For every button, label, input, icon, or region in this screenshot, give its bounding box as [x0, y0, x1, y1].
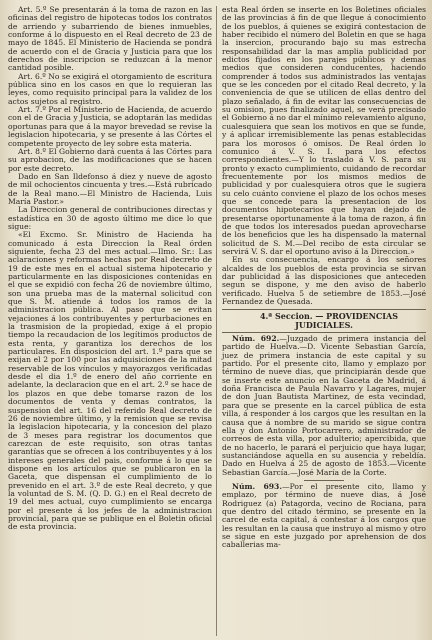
article-7: Art. 7.º Por el Ministerio de Hacienda, de acuerdo con el de Gracia y Justicia, se adoptarán las medidas oportunas para que á la mayor brevedad se revise la legislacion hipotecaria, y se presente á las Córtes el competente proyecto de ley sobre esta materia. [8, 105, 212, 148]
section-divider [222, 309, 426, 310]
notice-693 [222, 483, 426, 550]
left-column [8, 6, 217, 636]
columns [8, 6, 426, 636]
right-column [217, 6, 426, 636]
notice-number: Núm. 692. [232, 334, 280, 344]
article-8: Art. 8.º El Gobierno dará cuenta á las Córtes para su aprobacion, de las modificaciones que se hacen por este decreto. [8, 146, 212, 173]
real-orden-continuation: esta Real órden se inserte en los Boletines oficiales de las provincias á fin de que llegue á conocimiento de los pueblos, á quienes se exigirá contestacion de haber recibido el número del Boletin en que se haga la insercion, procurando bajo su mas estrecha responsabilidad dar la mas amplia publicidad por edictos fijados en los parajes públicos y demas medios que consideren conducentes, haciendo comprender á todos sus administrados las ventajas que se les conceden por el citado Real decreto, y la conveniencia de que se utilicen de ellas dentro del plazo señalado, á fin de evitar las consecuencias de su omision, pues finalizado aquel, se verá precisado el Gobierno á no dar el mínimo relevamiento alguno, cualesquiera que sean los motivos en que se funde, y á aplicar irremisiblemente las penas establecidas para los morosos ó omisos. De Real órden lo comunico á V. S. I. para los efectos correspondientes.—Y lo traslado á V. S. para su pronto y exacto cumplimiento, cuidando de recordar frecuentemente por los mismos medios de publicidad y por cualesquiera otros que le sugiera su celo cuánto conviene el plazo de los ochos meses que se concede para la presentacion de los documentos hipotecarios que hayan dejado de presentarse oportunamente á la toma de razon, á fin de que todos los interesados puedan aprovecharse de los beneficios que les ha dispensado la maternal solicitud de S. M.—Del recibo de esta circular se servirá V. S. dar el oportuno aviso á la Direccion.» [222, 6, 426, 256]
real-orden-text: «El Excmo. Sr. Ministro de Hacienda ha comunicado á esta Direccion la Real órden siguiente, fecha 23 del mes actual.—Ilmo. Sr.: Las aclaraciones y reformas hechas por Real decreto de 19 de este mes en el actual sistema hipotecario y particularmente en las disposiciones contenidas en el que se expidió con fecha 26 de noviembre último, son una prueba mas de la maternal solicitud con que S. M. atiende á todos los ramos de la administracion pública. Al paso que se evitan vejaciones á los contribuyentes y perturbaciones en la trasmision de la propiedad, exige á el propio tiempo la recaudacion de los legítimos productos de esta renta, y garantiza los derechos de los particulares. En disposicion del art. 1.º para que se exijan el 2 por 100 por las adquisiciones de la mitad reservable de los vínculos y mayorazgos verificadas desde el dia 1.º de enero del año corriente en adelante, la declaracion que en el art. 2.º se hace de los plazos en que debe tomarse razon de los documentos de venta y demas contratos, la suspension del art. 16 del referido Real decreto de 26 de noviembre último, y la remision que se revisa la legislacion hipotecaria, y la concesion del plazo de 3 meses para registrar los documentos que carezcan de este requisito, son otras tantas garantías que se ofrecen á los contribuyentes y á los intereses generales del pais, conforme á lo que se dispone en los artículos que se publicaron en la Gaceta, que dispensan el cumplimiento de lo prevenido en el art. 3.º de este Real decreto, y que la voluntad de S. M. (Q. D. G.) en el Real decreto de 19 del mes actual, cuyo cumplimiento se encarga por el presente á los jefes de la administracion provincial, para que se publique en el Boletin oficial de esta provincia. [8, 230, 212, 532]
section-divider-bottom [222, 332, 426, 333]
governor-order: En su consecuencia, encargo á los señores alcaldes de los pueblos de esta provincia se sirvan dar publicidad á las disposiciones que anteceden segun se dispone, y me den aviso de haberlo verificado. Huelva 5 de setiembre de 1853.—José Fernandez de Quesada. [222, 255, 426, 307]
article-6: Art. 6.º No se exigirá el otorgamiento de escritura pública sino en los casos en que lo requieran las leyes, como requisito principal para la validez de los actos sujetos al registro. [8, 71, 212, 106]
notice-text: —Por el presente cito, llamo y emplazo, por término de nueve dias, á José Rodriguez (a) Patagorda, vecino de Rociana, para que dentro del citado término, se presente en la carcel de esta capital, á contestar á los cargos que les resultan en la causa que instruyo al mismo y otro se sigue en este juzgado por aprehension de dos caballerias ma- [222, 481, 426, 550]
notice-divider [304, 480, 344, 481]
direccion-intro: La Direccion general de contribuciones directas y estadística en 30 de agosto último me dice lo que sigue: [8, 205, 212, 231]
notice-number: Núm. 693. [232, 481, 282, 491]
notice-692 [222, 335, 426, 477]
section-title: 4.ª Seccion. — PROVIDENCIAS JUDICIALES. [259, 311, 399, 330]
notice-text: —Juzgado de primera instancia del partido de Huelva.—D. Vicente Sebastian García, juez de primera instancia de este capital y su partido. Por el presente cito, llamo y emplazo por término de nueve dias, que principiarán desde que se inserte este anuncio en la Gaceta de Madrid, á doña Francisca de Paula Navarro y Lagares, mujer de don Juan Bautista Martinez, de esta vecindad, para que se presente en la carcel pública de esta villa, á responder á los cargos que les resultan en la causa que á nombre de su marido se sigue contra ella y don Antonio Portocarrero, administrador de correos de esta villa, por adulterio; apercibida, que de no hacerlo, le parará el perjuicio que haya lugar, sustanciándose aquella en su ausencia y rebeldía. Dado en Huelva á 25 de agosto de 1853.—Vicente Sebastian García.—José María de la Corte. [222, 334, 426, 477]
decree-signature: Dado en San Ildefonso á diez y nueve de agosto de mil ochocientos cincuenta y tres.—Está rubricado de la Real mano.—El Ministro de Hacienda, Luis María Pastor.» [8, 171, 212, 206]
article-5: Art. 5.º Se presentarán á la toma de razon en las oficinas del registro de hipotecas todos los contratos de arriendo y subarriendo de bienes inmuebles, conforme á lo dispuesto en el Real decreto de 23 de mayo de 1845. El Ministerio de Hacienda se pondrá de acuerdo con el de Gracia y Justicia para que los derechos de inscripcion se reduzcan á la menor cantidad posible. [8, 6, 212, 73]
